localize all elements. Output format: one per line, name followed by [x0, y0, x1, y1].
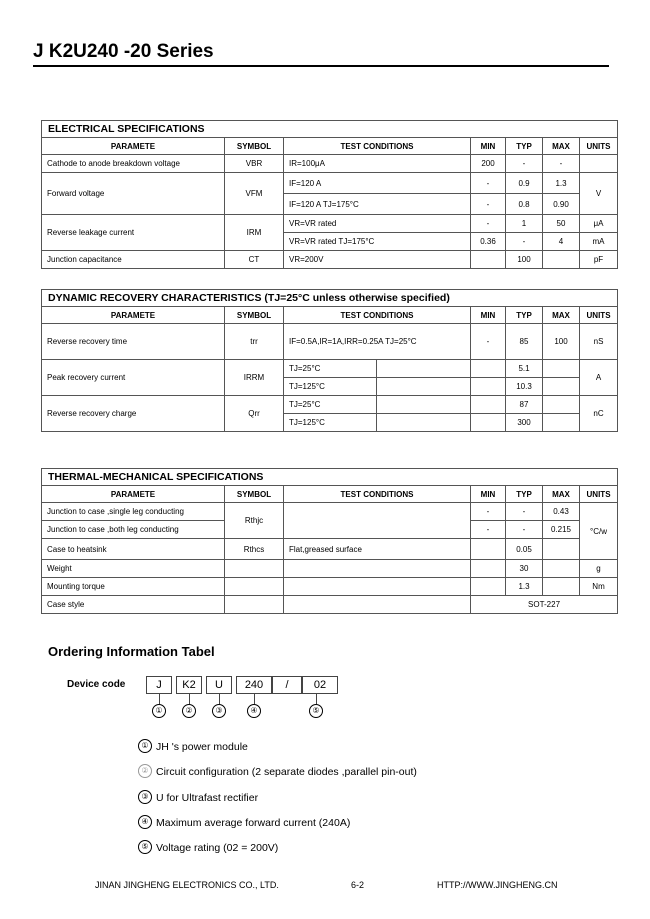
table-caption: ELECTRICAL SPECIFICATIONS: [42, 121, 618, 138]
header-max: MAX: [543, 307, 580, 324]
symbol-cell: [225, 560, 284, 578]
min-cell: [471, 560, 506, 578]
table-header-row: [42, 138, 618, 155]
param-cell: Junction to case ,single leg conducting: [42, 503, 225, 521]
ordering-note-1: [138, 740, 248, 754]
max-cell: [543, 539, 580, 560]
header-symbol: SYMBOL: [225, 138, 284, 155]
header-symbol: SYMBOL: [225, 307, 284, 324]
min-cell: [471, 578, 506, 596]
test-cell: TJ=25°C: [284, 396, 377, 414]
test-cell: TJ=25°C: [284, 360, 377, 378]
typ-cell: 10.3: [506, 378, 543, 396]
marker-1: ①: [152, 704, 166, 718]
note-text: Circuit configuration (2 separate diodes ,parallel pin-out): [156, 765, 417, 778]
max-cell: [543, 414, 580, 432]
param-cell: Forward voltage: [42, 173, 225, 215]
param-cell: Mounting torque: [42, 578, 225, 596]
table-row: [42, 539, 618, 560]
blank-cell: [377, 360, 471, 378]
symbol-cell: VBR: [225, 155, 284, 173]
typ-cell: 0.8: [506, 194, 543, 215]
units-cell: V: [580, 173, 618, 215]
max-cell: [543, 560, 580, 578]
test-cell: VR=VR rated TJ=175°C: [284, 233, 471, 251]
symbol-cell: VFM: [225, 173, 284, 215]
title-rule: [33, 65, 609, 67]
connector-line: [316, 694, 317, 704]
units-cell: Nm: [580, 578, 618, 596]
header-typ: TYP: [506, 307, 543, 324]
header-symbol: SYMBOL: [225, 486, 284, 503]
min-cell: 0.36: [471, 233, 506, 251]
marker-2: ②: [138, 764, 152, 778]
header-typ: TYP: [506, 138, 543, 155]
max-cell: -: [543, 155, 580, 173]
max-cell: [543, 360, 580, 378]
test-cell: IF=120 A TJ=175°C: [284, 194, 471, 215]
symbol-cell: CT: [225, 251, 284, 269]
min-cell: -: [471, 521, 506, 539]
typ-cell: 85: [506, 324, 543, 360]
units-cell: nS: [580, 324, 618, 360]
table-caption: THERMAL-MECHANICAL SPECIFICATIONS: [42, 469, 618, 486]
header-test: TEST CONDITIONS: [284, 138, 471, 155]
table-row: [42, 560, 618, 578]
typ-cell: 300: [506, 414, 543, 432]
typ-cell: -: [506, 155, 543, 173]
case-style-value: SOT-227: [471, 596, 618, 614]
max-cell: 4: [543, 233, 580, 251]
header-test: TEST CONDITIONS: [284, 307, 471, 324]
marker-2: ②: [182, 704, 196, 718]
typ-cell: -: [506, 521, 543, 539]
min-cell: [471, 539, 506, 560]
units-cell: A: [580, 360, 618, 396]
test-cell: IR=100μA: [284, 155, 471, 173]
typ-cell: 0.05: [506, 539, 543, 560]
min-cell: -: [471, 215, 506, 233]
note-text: Voltage rating (02 = 200V): [156, 841, 279, 854]
test-cell: [284, 503, 471, 539]
device-code-part-voltage: 02: [302, 676, 338, 694]
test-cell: [284, 560, 471, 578]
units-cell: mA: [580, 233, 618, 251]
typ-cell: 5.1: [506, 360, 543, 378]
symbol-cell: Qrr: [225, 396, 284, 432]
max-cell: 0.43: [543, 503, 580, 521]
typ-cell: 100: [506, 251, 543, 269]
table-row: [42, 173, 618, 194]
dynamic-recovery-table: [41, 289, 618, 432]
test-cell: VR=VR rated: [284, 215, 471, 233]
ordering-title: Ordering Information Tabel: [48, 644, 215, 659]
param-cell: Junction capacitance: [42, 251, 225, 269]
typ-cell: 87: [506, 396, 543, 414]
units-cell: [580, 155, 618, 173]
min-cell: [471, 414, 506, 432]
symbol-cell: trr: [225, 324, 284, 360]
thermal-mechanical-table: [41, 468, 618, 614]
test-cell: IF=120 A: [284, 173, 471, 194]
typ-cell: -: [506, 503, 543, 521]
symbol-cell: IRM: [225, 215, 284, 251]
device-code-part-config: K2: [176, 676, 202, 694]
header-min: MIN: [471, 307, 506, 324]
table-row: [42, 596, 618, 614]
table-row: [42, 155, 618, 173]
min-cell: -: [471, 194, 506, 215]
note-text: Maximum average forward current (240A): [156, 816, 351, 829]
units-cell: pF: [580, 251, 618, 269]
typ-cell: 0.9: [506, 173, 543, 194]
max-cell: [543, 578, 580, 596]
max-cell: 1.3: [543, 173, 580, 194]
typ-cell: 1: [506, 215, 543, 233]
header-units: UNITS: [580, 307, 618, 324]
ordering-note-5: [138, 841, 278, 855]
min-cell: [471, 251, 506, 269]
header-max: MAX: [543, 486, 580, 503]
param-cell: Peak recovery current: [42, 360, 225, 396]
typ-cell: 1.3: [506, 578, 543, 596]
marker-4: ④: [138, 815, 152, 829]
max-cell: [543, 396, 580, 414]
note-text: JH 's power module: [156, 740, 248, 753]
max-cell: 0.215: [543, 521, 580, 539]
header-test: TEST CONDITIONS: [284, 486, 471, 503]
symbol-cell: Rthcs: [225, 539, 284, 560]
connector-line: [219, 694, 220, 704]
ordering-note-3: [138, 791, 258, 805]
note-text: U for Ultrafast rectifier: [156, 791, 259, 804]
marker-4: ④: [247, 704, 261, 718]
page-title: J K2U240 -20 Series: [33, 41, 214, 62]
connector-line: [159, 694, 160, 704]
test-cell: TJ=125°C: [284, 414, 377, 432]
table-row: [42, 503, 618, 521]
table-row: [42, 324, 618, 360]
typ-cell: 30: [506, 560, 543, 578]
min-cell: [471, 360, 506, 378]
units-cell: nC: [580, 396, 618, 432]
header-units: UNITS: [580, 138, 618, 155]
header-max: MAX: [543, 138, 580, 155]
footer-page-number: 6-2: [351, 880, 365, 890]
min-cell: -: [471, 324, 506, 360]
device-code-part-current: 240: [236, 676, 272, 694]
max-cell: 50: [543, 215, 580, 233]
typ-cell: -: [506, 233, 543, 251]
min-cell: [471, 378, 506, 396]
connector-line: [254, 694, 255, 704]
units-cell: μA: [580, 215, 618, 233]
param-cell: Case to heatsink: [42, 539, 225, 560]
symbol-cell: IRRM: [225, 360, 284, 396]
table-header-row: [42, 486, 618, 503]
symbol-cell: [225, 596, 284, 614]
footer-company: JINAN JINGHENG ELECTRONICS CO., LTD.: [95, 880, 279, 890]
device-code-part-type: U: [206, 676, 232, 694]
table-row: [42, 578, 618, 596]
max-cell: 0.90: [543, 194, 580, 215]
min-cell: 200: [471, 155, 506, 173]
device-code-part-series: J: [146, 676, 172, 694]
marker-3: ③: [212, 704, 226, 718]
footer-url: HTTP://WWW.JINGHENG.CN: [437, 880, 558, 890]
param-cell: Reverse recovery charge: [42, 396, 225, 432]
marker-1: ①: [138, 739, 152, 753]
symbol-cell: [225, 578, 284, 596]
param-cell: Reverse recovery time: [42, 324, 225, 360]
electrical-specifications-table: [41, 120, 618, 269]
blank-cell: [377, 396, 471, 414]
param-cell: Junction to case ,both leg conducting: [42, 521, 225, 539]
table-row: [42, 215, 618, 233]
marker-3: ③: [138, 790, 152, 804]
test-cell: VR=200V: [284, 251, 471, 269]
header-param: PARAMETE: [42, 486, 225, 503]
min-cell: -: [471, 503, 506, 521]
units-cell: °C/w: [580, 503, 618, 560]
max-cell: [543, 378, 580, 396]
header-param: PARAMETE: [42, 138, 225, 155]
header-min: MIN: [471, 138, 506, 155]
min-cell: [471, 396, 506, 414]
test-cell: [284, 596, 471, 614]
device-code-label: Device code: [67, 679, 126, 690]
marker-5: ⑤: [138, 840, 152, 854]
min-cell: -: [471, 173, 506, 194]
header-min: MIN: [471, 486, 506, 503]
param-cell: Case style: [42, 596, 225, 614]
header-typ: TYP: [506, 486, 543, 503]
units-cell: g: [580, 560, 618, 578]
param-cell: Reverse leakage current: [42, 215, 225, 251]
marker-5: ⑤: [309, 704, 323, 718]
ordering-note-4: [138, 816, 350, 830]
header-param: PARAMETE: [42, 307, 225, 324]
blank-cell: [377, 378, 471, 396]
table-caption: DYNAMIC RECOVERY CHARACTERISTICS (TJ=25°C unless otherwise specified): [42, 290, 618, 307]
symbol-cell: Rthjc: [225, 503, 284, 539]
connector-line: [189, 694, 190, 704]
param-cell: Weight: [42, 560, 225, 578]
test-cell: [284, 578, 471, 596]
test-cell: IF=0.5A,IR=1A,IRR=0.25A TJ=25°C: [284, 324, 471, 360]
table-row: [42, 251, 618, 269]
table-row: [42, 360, 618, 378]
table-row: [42, 396, 618, 414]
max-cell: [543, 251, 580, 269]
max-cell: 100: [543, 324, 580, 360]
ordering-note-2: [138, 765, 417, 779]
param-cell: Cathode to anode breakdown voltage: [42, 155, 225, 173]
table-header-row: [42, 307, 618, 324]
test-cell: Flat,greased surface: [284, 539, 471, 560]
header-units: UNITS: [580, 486, 618, 503]
device-code-separator: /: [272, 676, 302, 694]
blank-cell: [377, 414, 471, 432]
test-cell: TJ=125°C: [284, 378, 377, 396]
